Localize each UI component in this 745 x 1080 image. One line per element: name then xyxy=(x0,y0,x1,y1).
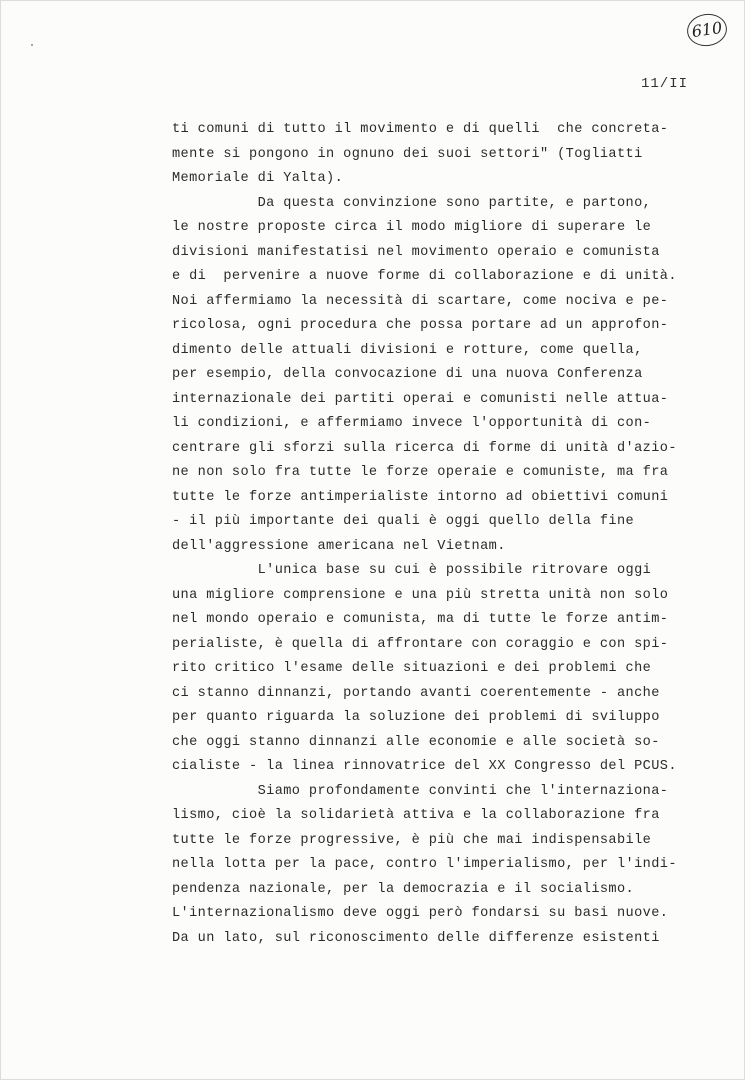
text-line: pendenza nazionale, per la democrazia e il socialismo. xyxy=(172,881,635,897)
text-line: ne non solo fra tutte le forze operaie e comuniste, ma fra xyxy=(172,465,669,480)
text-line: - il più importante dei quali è oggi quello della fine xyxy=(172,514,635,529)
text-line: ricolosa, ogni procedura che possa portare ad un approfon- xyxy=(172,318,669,333)
text-line: perialiste, è quella di affrontare con coraggio e con spi- xyxy=(172,636,669,652)
text-line: ci stanno dinnanzi, portando avanti coerentemente - anche xyxy=(172,685,660,701)
text-line: tutte le forze antimperialiste intorno ad obiettivi comuni xyxy=(172,489,669,505)
text-line: dell'aggressione americana nel Vietnam. xyxy=(172,538,506,554)
typed-text-body xyxy=(172,118,707,951)
scan-speck xyxy=(31,44,33,46)
text-line: L'internazionalismo deve oggi però fondarsi su basi nuove. xyxy=(172,906,669,921)
text-line: internazionale dei partiti operai e comunisti nelle attua- xyxy=(172,391,669,407)
text-line: Da un lato, sul riconoscimento delle differenze esistenti xyxy=(172,930,660,946)
text-line: nella lotta per la pace, contro l'imperialismo, per l'indi- xyxy=(172,857,677,872)
text-line: una migliore comprensione e una più stretta unità non solo xyxy=(172,587,669,603)
text-line: rito critico l'esame delle situazioni e dei problemi che xyxy=(172,661,652,676)
text-line: e di pervenire a nuove forme di collaborazione e di unità. xyxy=(172,269,677,284)
text-line: L'unica base su cui è possibile ritrovare oggi xyxy=(172,563,652,578)
text-line: per esempio, della convocazione di una nuova Conferenza xyxy=(172,367,643,382)
archive-page-stamp: 610 xyxy=(685,11,729,48)
text-line: le nostre proposte circa il modo migliore di superare le xyxy=(172,220,652,235)
text-line: li condizioni, e affermiamo invece l'opportunità di con- xyxy=(172,416,652,431)
page-number: 11/II xyxy=(641,76,689,92)
text-line: divisioni manifestatisi nel movimento operaio e comunista xyxy=(172,244,660,260)
text-line: centrare gli sforzi sulla ricerca di forme di unità d'azio- xyxy=(172,440,677,456)
text-line: Memoriale di Yalta). xyxy=(172,171,344,186)
text-line: mente si pongono in ognuno dei suoi settori" (Togliatti xyxy=(172,146,643,162)
text-line: cialiste - la linea rinnovatrice del XX Congresso del PCUS. xyxy=(172,759,677,774)
text-line: tutte le forze progressive, è più che mai indispensabile xyxy=(172,832,652,848)
text-line: Siamo profondamente convinti che l'internaziona- xyxy=(172,783,669,799)
text-line: nel mondo operaio e comunista, ma di tutte le forze antim- xyxy=(172,612,669,627)
text-line: che oggi stanno dinnanzi alle economie e alle società so- xyxy=(172,734,660,750)
text-line: per quanto riguarda la soluzione dei problemi di sviluppo xyxy=(172,710,660,725)
text-line: Da questa convinzione sono partite, e partono, xyxy=(172,195,652,211)
text-line: ti comuni di tutto il movimento e di quelli che concreta- xyxy=(172,122,669,137)
text-line: lismo, cioè la solidarietà attiva e la collaborazione fra xyxy=(172,808,660,823)
text-line: dimento delle attuali divisioni e rotture, come quella, xyxy=(172,342,643,358)
text-line: Noi affermiamo la necessità di scartare, come nociva e pe- xyxy=(172,293,669,309)
